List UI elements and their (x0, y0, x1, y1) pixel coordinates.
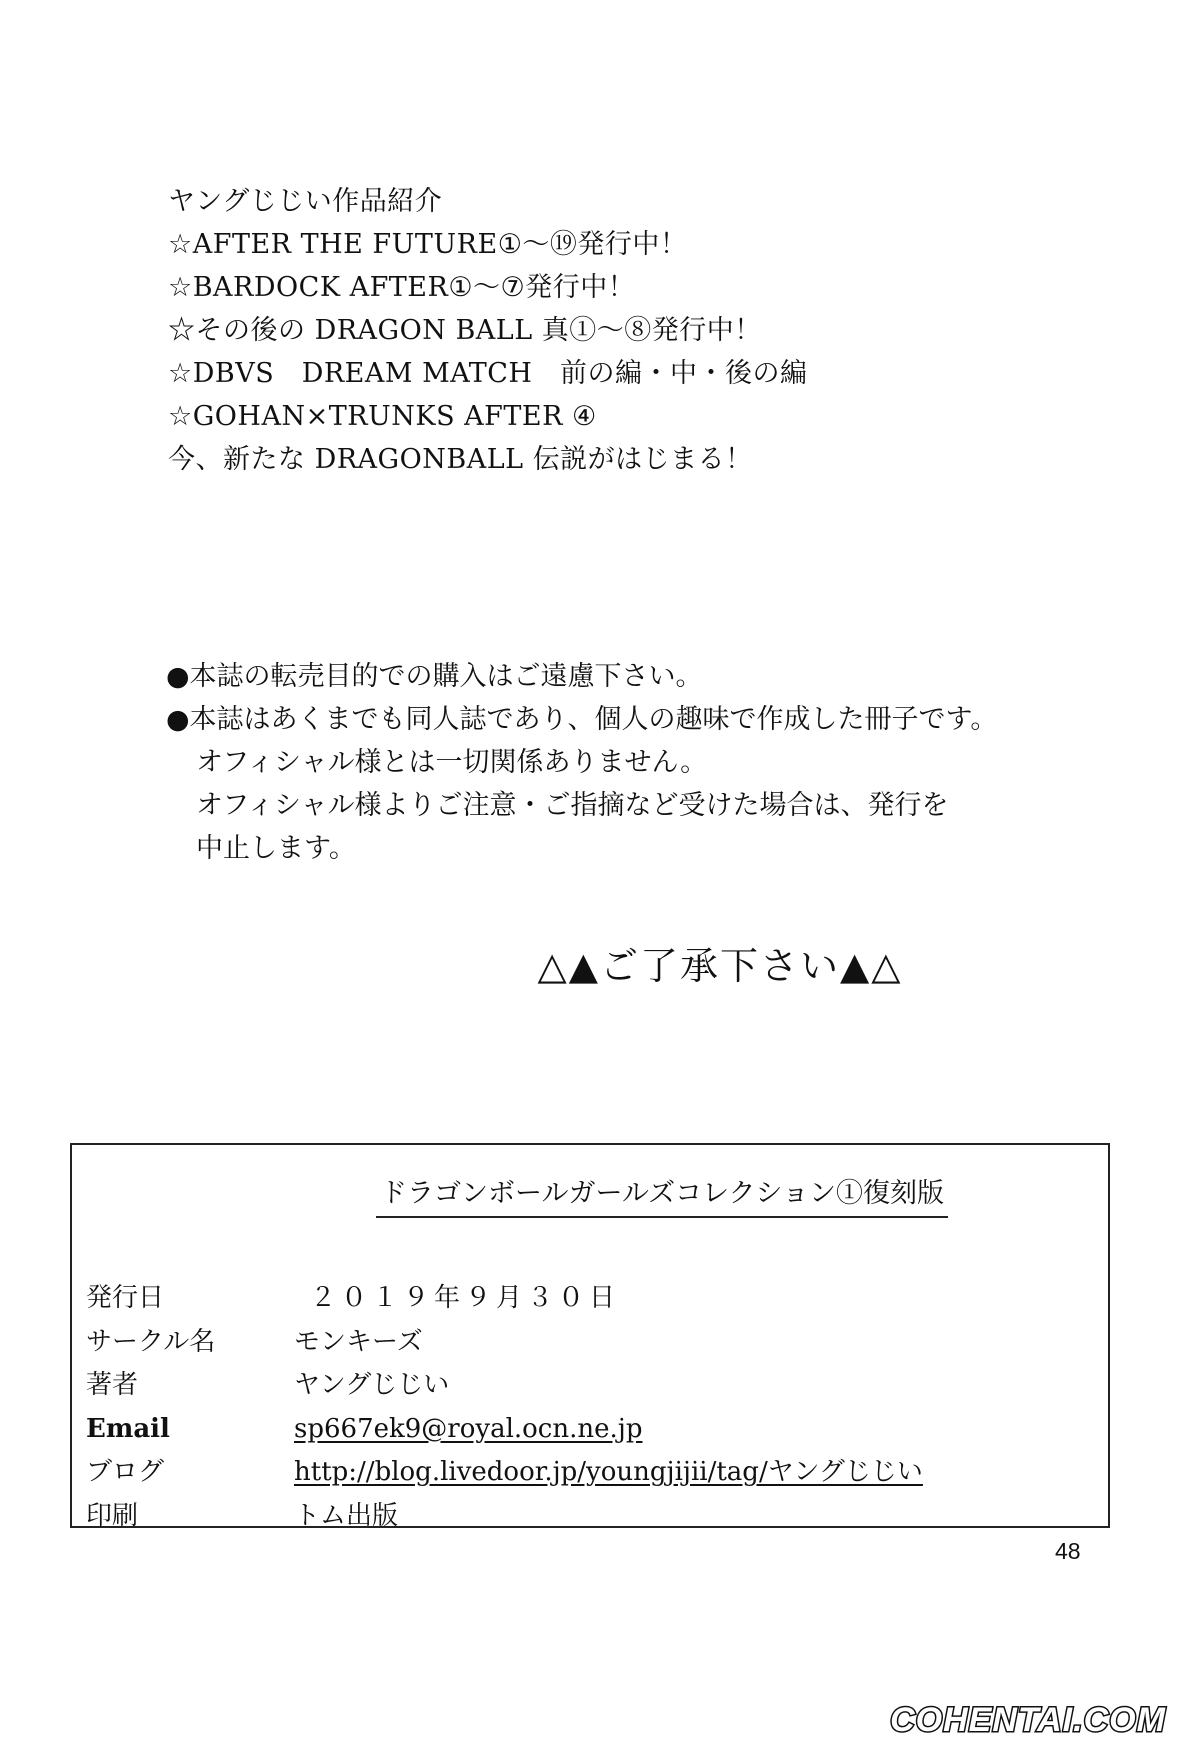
works-item: ☆GOHAN×TRUNKS AFTER ④ (168, 401, 597, 432)
colophon-row-email (86, 1408, 1096, 1452)
watermark-logo (888, 1695, 1168, 1745)
notice-block (166, 655, 1086, 870)
colophon-row-circle (86, 1321, 1096, 1365)
colophon-row-blog (86, 1451, 1096, 1495)
row-value: トム出版 (294, 1500, 399, 1531)
colophon-box (70, 1143, 1110, 1531)
works-item: ☆AFTER THE FUTURE①～⑲発行中！ (168, 229, 688, 260)
colophon-title-text: ドラゴンボールガールズコレクション①復刻版 (376, 1171, 948, 1218)
row-key: ブログ (86, 1457, 165, 1487)
notice-line: ●本誌はあくまでも同人誌であり、個人の趣味で作成した冊子です。 (166, 704, 998, 735)
blog-link[interactable]: http://blog.livedoor.jp/youngjijii/tag/ヤングじじい (294, 1457, 923, 1487)
works-heading: ヤングじじい作品紹介 (168, 186, 443, 217)
row-value: ヤングじじい (294, 1370, 450, 1400)
row-key: 著者 (86, 1370, 139, 1400)
row-value: ２０１９年９月３０日 (310, 1283, 621, 1313)
email-link[interactable]: sp667ek9@royal.ocn.ne.jp (294, 1413, 643, 1444)
notice-line: オフィシャル様よりご注意・ご指摘など受けた場合は、発行を (196, 790, 949, 821)
works-tagline: 今、新たな DRAGONBALL 伝説がはじまる！ (168, 444, 753, 475)
notice-line: 中止します。 (196, 833, 356, 864)
watermark-text: COHENTAI.COM (890, 1701, 1166, 1739)
colophon-row-author (86, 1364, 1096, 1408)
row-key: サークル名 (86, 1326, 216, 1357)
works-list (168, 180, 1068, 481)
closing-note (0, 935, 1200, 990)
row-value: モンキーズ (294, 1326, 423, 1357)
works-item: ☆DBVS DREAM MATCH 前の編・中・後の編 (168, 358, 808, 389)
colophon-rows (86, 1277, 1096, 1538)
colophon-title (72, 1171, 1108, 1218)
notice-line: オフィシャル様とは一切関係ありません。 (196, 747, 708, 778)
row-key: 印刷 (86, 1500, 139, 1531)
row-key: 発行日 (86, 1283, 165, 1313)
row-key: Email (86, 1413, 170, 1444)
works-item: ☆その後の DRAGON BALL 真①～⑧発行中！ (168, 315, 762, 346)
closing-text: △▲ご了承下さい▲△ (537, 944, 903, 988)
colophon-row-printer (86, 1495, 1096, 1539)
notice-line: ●本誌の転売目的での購入はご遠慮下さい。 (166, 661, 703, 692)
colophon-row-date (86, 1277, 1096, 1321)
works-item: ☆BARDOCK AFTER①～⑦発行中！ (168, 272, 636, 303)
page-number: 48 (1055, 1538, 1081, 1564)
